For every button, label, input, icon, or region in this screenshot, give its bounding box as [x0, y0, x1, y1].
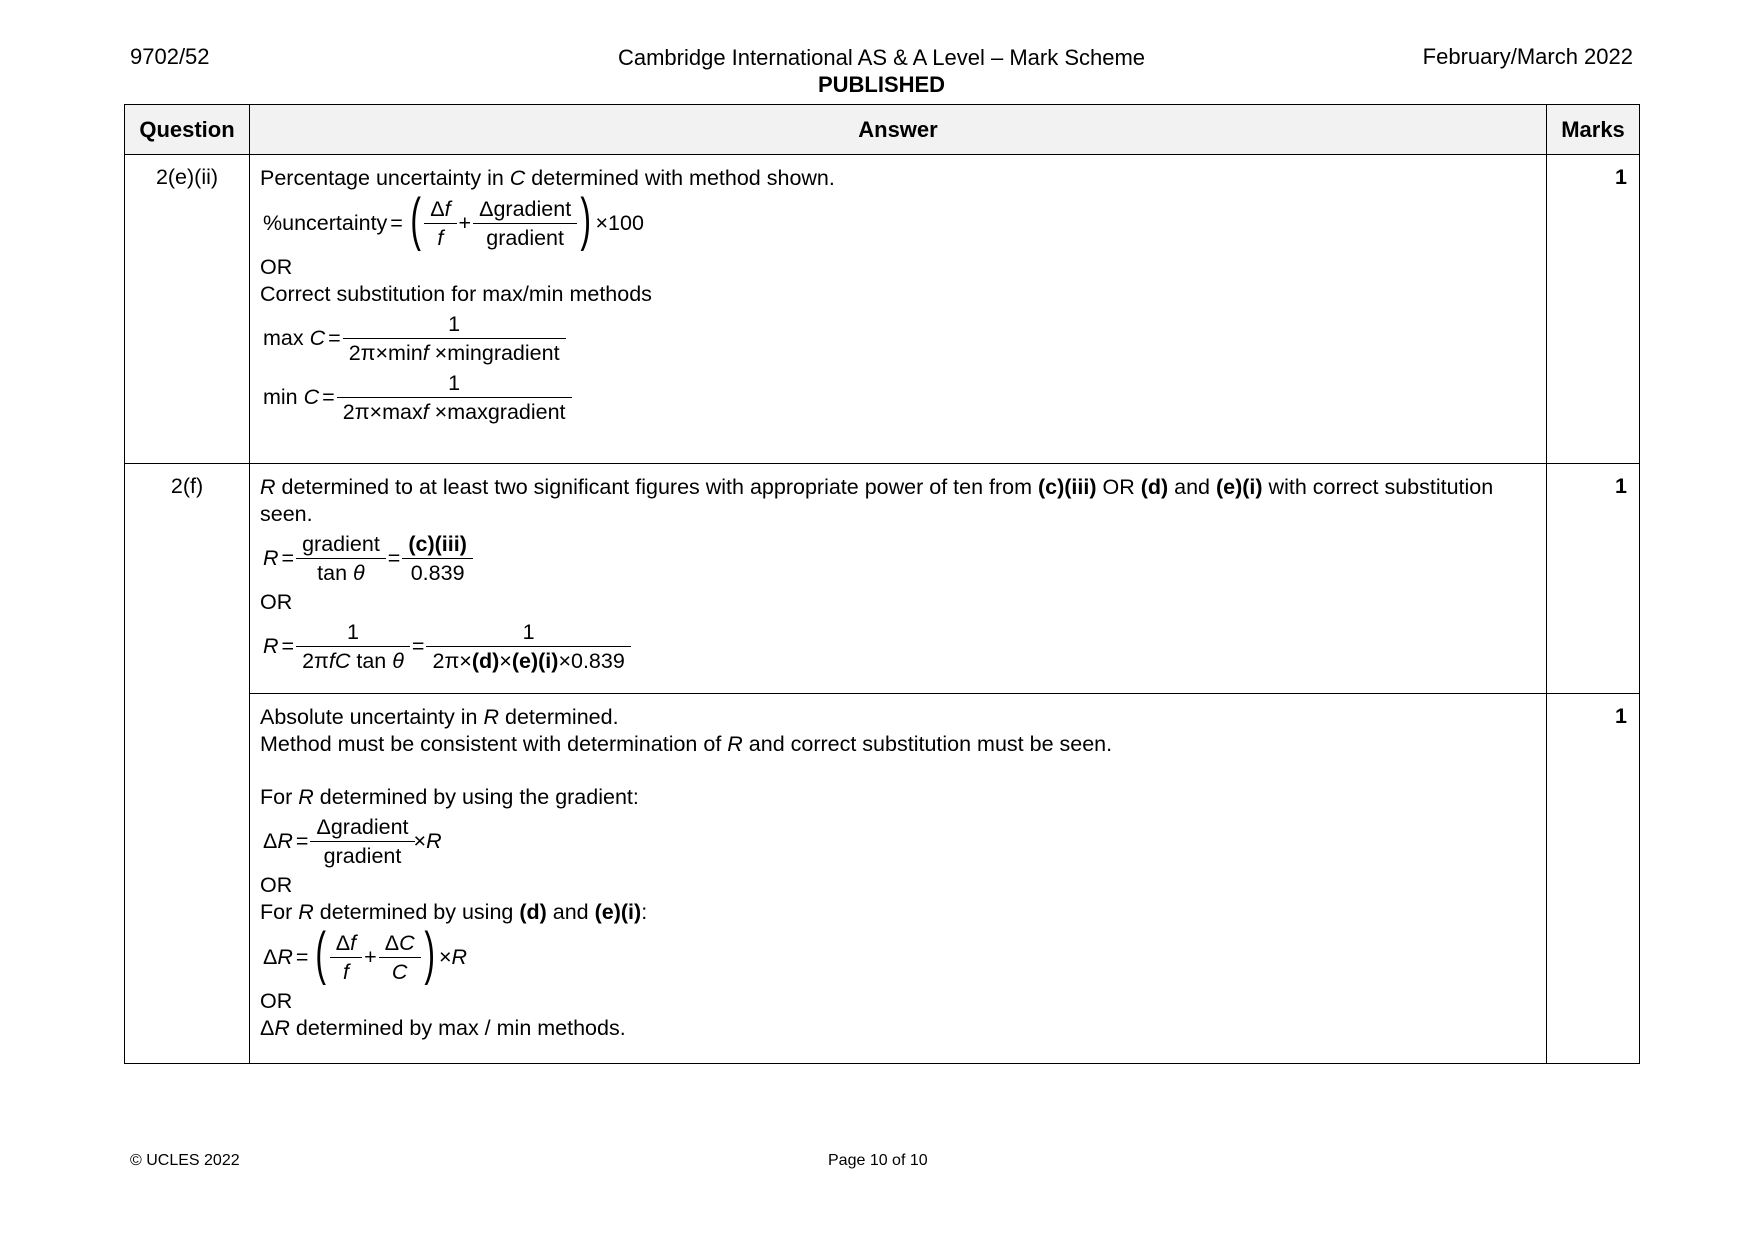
- exam-session: February/March 2022: [1422, 44, 1633, 69]
- answer-cell: [250, 694, 1547, 1064]
- or-label: OR: [260, 590, 293, 614]
- answer-cell: [250, 464, 1547, 694]
- equation-min-c: min C = $\frac{1}{\text{2π×maxf ×maxgradient}}$: [263, 369, 1536, 426]
- published-label: PUBLISHED: [817, 72, 946, 97]
- equation-r-substitution: R = $\frac{1}{\text{2πfC tan θ}}$ = $\frac{1}{2\pi\times(d)\times(e)(i)\times 0.839}$: [263, 618, 1536, 675]
- equation-delta-r-gradient: Δ R = $\frac{\text{Δgradient}}{\text{gradient}}$ ×R: [263, 815, 442, 868]
- equation-max-c: max C = $\frac{1}{\text{2π×minf ×mingradient}}$: [263, 310, 1536, 367]
- table-row: [125, 464, 1640, 694]
- marks-value: 1: [1547, 694, 1640, 1064]
- title-text: Cambridge International AS & A Level – Mark Scheme: [617, 45, 1146, 70]
- equation-delta-r-sum: Δ R = ( $\frac{\Delta f}{f}$ + $\frac{\Delta C}{C}$ ) ×R: [263, 921, 468, 986]
- answer-line: Percentage uncertainty in C determined with method shown.: [260, 166, 835, 190]
- or-label: OR: [260, 989, 293, 1013]
- marks-value: 1: [1547, 464, 1640, 694]
- column-header-marks: Marks: [1547, 105, 1640, 155]
- page-number: Page 10 of 10: [828, 1152, 928, 1169]
- copyright: © UCLES 2022: [130, 1152, 240, 1169]
- answer-line: ΔR determined by max / min methods.: [260, 1016, 626, 1040]
- table-row: [125, 155, 1640, 464]
- or-label: OR: [260, 873, 293, 897]
- marks-value: 1: [1547, 155, 1640, 464]
- answer-line: For R determined by using the gradient:: [260, 785, 639, 809]
- equation-r-gradient: R = $\frac{\text{gradient}}{\text{tan θ}}$ = $\frac{\text{(c)(iii)}}{0.839}$: [263, 530, 1536, 587]
- answer-cell: [250, 155, 1547, 464]
- question-number: 2(e)(ii): [125, 155, 250, 464]
- question-number: 2(f): [125, 464, 250, 1064]
- or-label: OR: [260, 255, 293, 279]
- answer-line: For R determined by using (d) and (e)(i):: [260, 900, 648, 924]
- column-header-answer: Answer: [250, 105, 1547, 155]
- answer-line: Method must be consistent with determination of R and correct substitution must be seen.: [260, 732, 1113, 756]
- answer-line: R determined to at least two significant figures with appropriate power of ten from (c)(iii) OR (d) and (e)(i) with correct substitution seen.: [260, 475, 1494, 526]
- mark-scheme-table: [124, 104, 1640, 1064]
- paper-code: 9702/52: [130, 44, 210, 69]
- column-header-question: Question: [125, 105, 250, 155]
- answer-line: Absolute uncertainty in R determined.: [260, 705, 619, 729]
- table-row: [125, 694, 1640, 1064]
- answer-line: Correct substitution for max/min methods: [260, 282, 652, 306]
- equation-percent-uncertainty: %uncertainty = ( $\frac{\Delta f}{f}$ + $\frac{\text{Δgradient}}{\text{gradient}}$ ) ×100: [263, 187, 644, 252]
- header-row: [125, 105, 1640, 155]
